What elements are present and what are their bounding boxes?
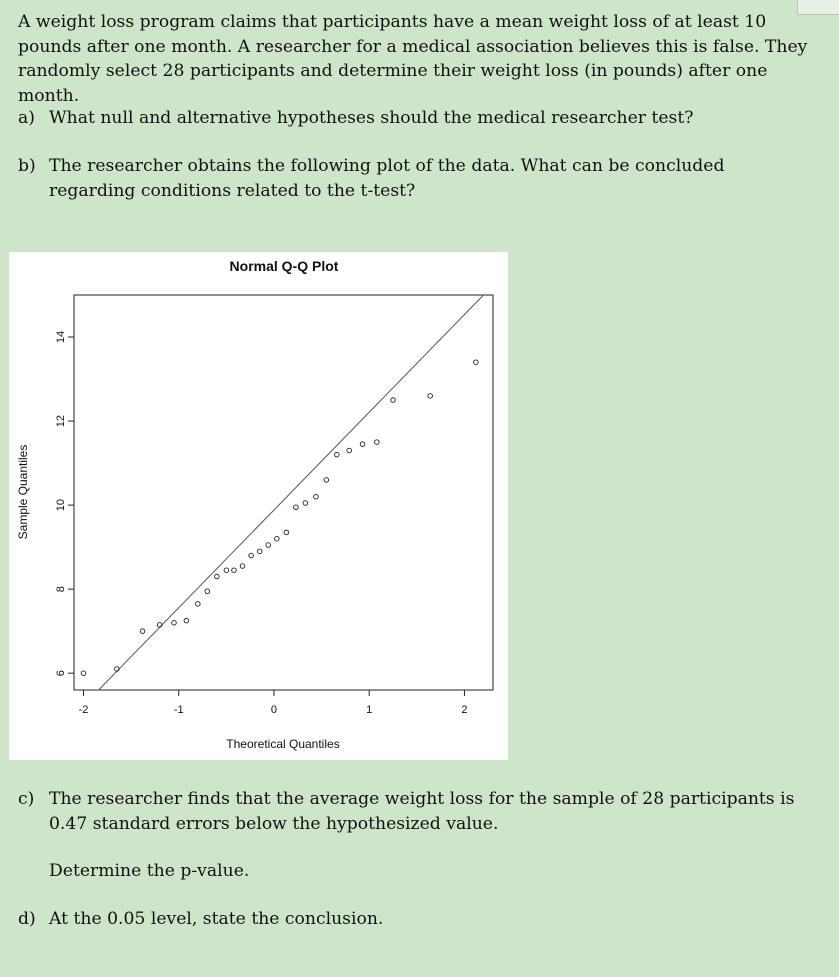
question-c-letter: c): [18, 789, 35, 809]
data-point: [324, 478, 329, 483]
data-point: [249, 553, 254, 558]
data-point: [284, 530, 289, 535]
question-d-letter: d): [18, 909, 36, 929]
y-tick-label: 12: [55, 414, 67, 428]
data-point: [335, 452, 340, 457]
question-d-text: At the 0.05 level, state the conclusion.: [49, 909, 384, 929]
reference-line: [74, 295, 483, 715]
data-point: [240, 564, 245, 569]
data-point: [347, 448, 352, 453]
data-point: [314, 494, 319, 499]
y-axis-label: Sample Quantiles: [16, 444, 30, 540]
reference-line-group: [74, 295, 483, 715]
data-point: [172, 620, 177, 625]
x-tick-label: 2: [461, 704, 468, 716]
question-b: [18, 154, 808, 203]
question-c-text: The researcher finds that the average weight loss for the sample of 28 participants is 0.47 standard errors below the hypothesized value.: [49, 789, 795, 834]
data-point: [205, 589, 210, 594]
data-points: [81, 360, 478, 676]
x-tick-label: -1: [173, 704, 184, 716]
question-d: [18, 907, 808, 932]
data-point: [184, 618, 189, 623]
data-point: [140, 629, 145, 634]
data-point: [474, 360, 479, 365]
data-point: [224, 568, 229, 573]
chart-title: Normal Q-Q Plot: [229, 258, 339, 274]
y-tick-label: 10: [55, 498, 67, 512]
y-tick-label: 8: [55, 586, 67, 593]
y-tick-label: 6: [55, 670, 67, 677]
data-point: [303, 501, 308, 506]
problem-intro: A weight loss program claims that participants have a mean weight loss of at least 10 pounds after one month. A researcher for a medical association believes this is false. They randomly select 28 participants and determine their weight loss (in pounds) after one month.: [18, 12, 808, 106]
data-point: [360, 442, 365, 447]
qq-plot: [9, 252, 508, 760]
data-point: [257, 549, 262, 554]
data-point: [391, 398, 396, 403]
data-point: [266, 543, 271, 548]
x-tick-label: 1: [366, 704, 373, 716]
question-b-letter: b): [18, 156, 36, 176]
x-tick-label: -2: [78, 704, 89, 716]
data-point: [157, 623, 162, 628]
x-tick-label: 0: [270, 704, 278, 716]
y-tick-label: 14: [55, 330, 67, 344]
question-a-text: What null and alternative hypotheses should the medical researcher test?: [49, 108, 694, 128]
data-point: [215, 574, 220, 579]
question-b-text: The researcher obtains the following plot of the data. What can be concluded regarding conditions related to the t-test?: [49, 156, 725, 201]
data-point: [428, 394, 433, 399]
data-point: [294, 505, 299, 510]
x-axis-label: Theoretical Quantiles: [226, 737, 340, 751]
question-c: [18, 787, 808, 836]
data-point: [81, 671, 86, 676]
question-a-letter: a): [18, 108, 35, 128]
data-point: [275, 536, 280, 541]
question-a: [18, 106, 808, 131]
qq-plot-svg: [9, 252, 508, 760]
data-point: [375, 440, 380, 445]
data-point: [232, 568, 237, 573]
plot-frame: [74, 295, 493, 690]
question-c-followup: Determine the p-value.: [49, 861, 250, 881]
data-point: [195, 602, 200, 607]
